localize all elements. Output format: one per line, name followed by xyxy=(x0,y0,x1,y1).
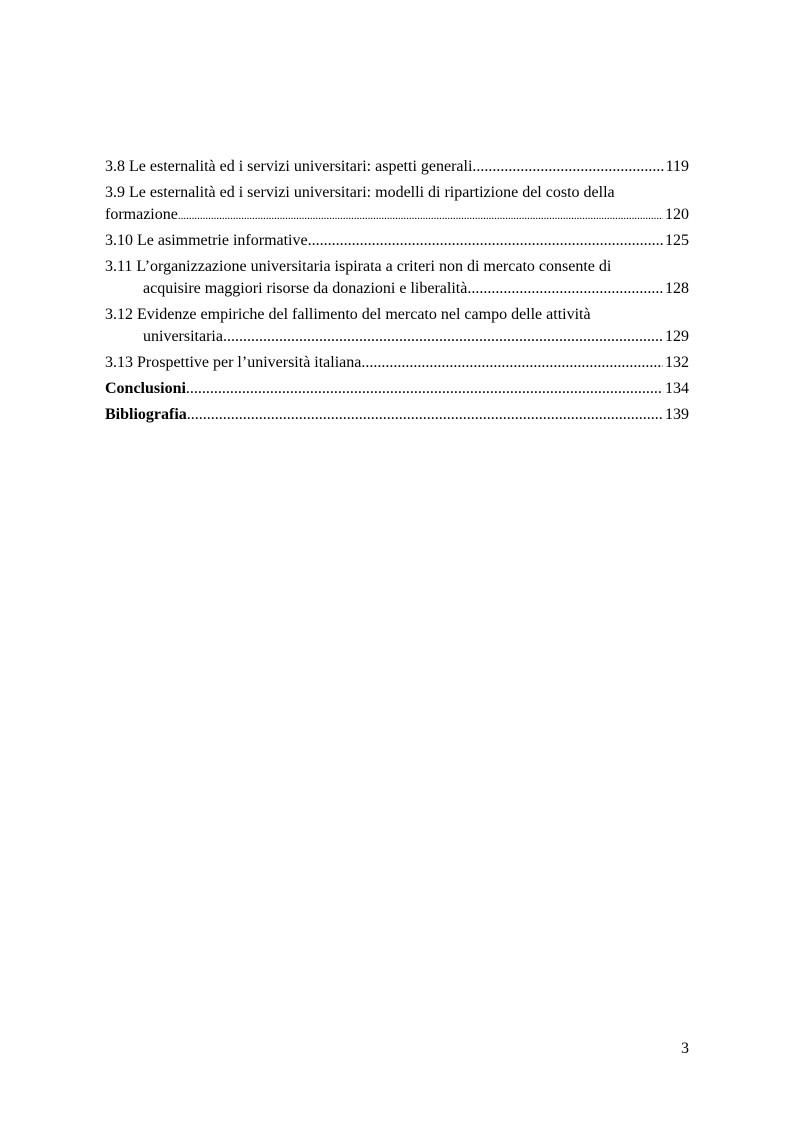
toc-entry-title-continuation: formazione xyxy=(105,206,178,223)
toc-entry-3-9[interactable] xyxy=(105,182,689,226)
toc-entry-page: 134 xyxy=(665,380,689,397)
toc-entry-page: 139 xyxy=(665,406,689,423)
toc-entry-conclusioni[interactable] xyxy=(105,378,689,400)
toc-entry-title: 3.11 L’organizzazione universitaria ispirata a criteri non di mercato consente di xyxy=(105,258,612,275)
toc-entry-title: 3.9 Le esternalità ed i servizi universitari: modelli di ripartizione del costo della xyxy=(105,184,615,201)
toc-entry-title-continuation: universitaria. xyxy=(143,328,227,345)
dot-leader xyxy=(471,278,663,300)
toc-entry-3-13[interactable] xyxy=(105,352,689,374)
toc-entry-page: 132 xyxy=(665,354,689,371)
toc-entry-3-11[interactable] xyxy=(105,256,689,300)
toc-entry-title: 3.8 Le esternalità ed i servizi universitari: aspetti generali xyxy=(105,158,473,175)
toc-entry-page: 125 xyxy=(665,232,689,249)
toc-entry-title: Bibliografia xyxy=(105,406,187,423)
toc-entry-title: Conclusioni xyxy=(105,380,186,397)
toc-entry-page: 119 xyxy=(665,158,689,175)
toc-entry-title: 3.12 Evidenze empiriche del fallimento del mercato nel campo delle attività xyxy=(105,306,591,323)
toc-entry-title: 3.13 Prospettive per l’università italiana xyxy=(105,354,362,371)
toc-entry-title-continuation: acquisire maggiori risorse da donazioni e liberalità. xyxy=(143,280,472,297)
dot-leader xyxy=(186,378,663,400)
toc-entry-bibliografia[interactable] xyxy=(105,404,689,426)
toc-entry-page: 128 xyxy=(665,280,689,297)
dot-leader xyxy=(308,230,663,252)
toc-entry-3-8[interactable] xyxy=(105,156,689,178)
toc-entry-title: 3.10 Le asimmetrie informative xyxy=(105,232,308,249)
dot-leader xyxy=(472,156,663,178)
page-number: 3 xyxy=(681,1040,689,1057)
dot-leader xyxy=(178,205,663,227)
toc-entry-3-12[interactable] xyxy=(105,304,689,348)
table-of-contents xyxy=(105,156,689,430)
toc-entry-page: 129 xyxy=(665,328,689,345)
dot-leader xyxy=(187,404,663,426)
toc-entry-page: 120 xyxy=(665,206,689,223)
toc-entry-3-10[interactable] xyxy=(105,230,689,252)
dot-leader xyxy=(361,352,663,374)
dot-leader xyxy=(227,326,663,348)
